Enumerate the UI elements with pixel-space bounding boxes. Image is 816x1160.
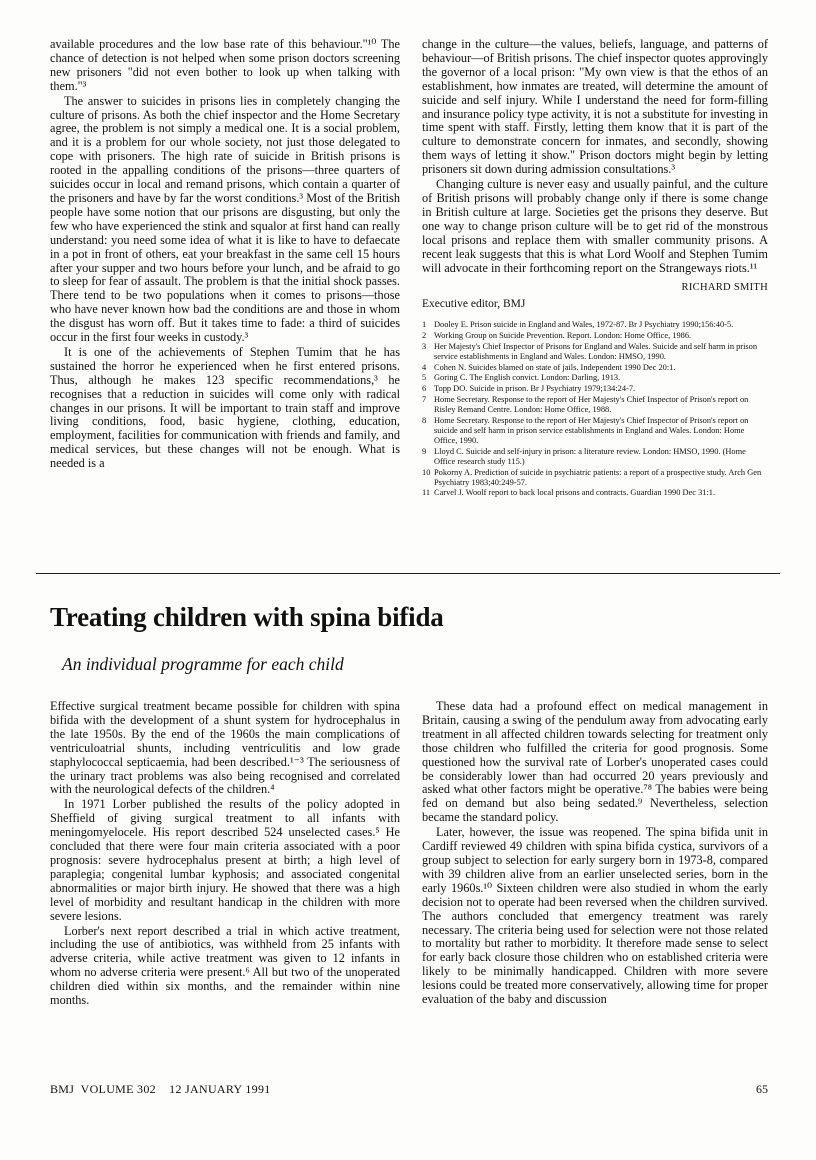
author-title: Executive editor, BMJ [422, 298, 526, 311]
paragraph: Effective surgical treatment became possible for children with spina bifida with the development of a shunt system for hydrocephalus in the late 1950s. By the end of the 1960s the main complications of ventriculoatrial shunts, including ventriculitis and low grade staphylococcal septicaemia, had been described.¹⁻³ The seriousness of the urinary tract problems was also being recognised and correlated with the neurological defects of the children.⁴ [50, 699, 400, 797]
paragraph: Lorber's next report described a trial in which active treatment, including the use of antibiotics, was withheld from 25 infants with adverse criteria, while active treatment was given to 12 infants in whom no adverse criteria were present.⁶ All but two of the unoperated children died within six months, and the remainder within nine months. [50, 923, 400, 1008]
reference-item: 8 Home Secretary. Response to the report of Her Majesty's Chief Inspector of Prison's report on suicide and self harm in prison service establishments in England and Wales. London: Home Office, 1990. [422, 415, 749, 445]
reference-item: 6 Topp DO. Suicide in prison. Br J Psychiatry 1979;134:24-7. [422, 383, 636, 393]
reference-item: 5 Goring C. The English convict. London: Darling, 1913. [422, 373, 621, 383]
bottom-right-column [422, 700, 768, 1008]
paragraph: available procedures and the low base rate of this behaviour."¹⁰ The chance of detection is not helped when some prison doctors screening new prisoners "did not even bother to look up when talking with them."³ [50, 37, 400, 93]
reference-item: 11 Carvel J. Woolf report to back local prisons and contracts. Guardian 1990 Dec 31:1. [422, 488, 716, 498]
reference-item: 4 Cohen N. Suicides blamed on state of jails. Independent 1990 Dec 20:1. [422, 362, 676, 372]
page-number: 65 [756, 1082, 768, 1096]
reference-item: 9 Lloyd C. Suicide and self-injury in prison: a literature review. London: HMSO, 1990. (Home Office research study 115.) [422, 446, 746, 466]
reference-item: 10 Pokorny A. Prediction of suicide in psychiatric patients: a report of a prospective study. Arch Gen Psychiatry 1983;40:249-57. [422, 467, 762, 487]
author-signature: RICHARD SMITH [681, 282, 768, 294]
bottom-left-column [50, 700, 400, 1009]
paragraph: Changing culture is never easy and usually painful, and the culture of British prisons will probably change only if there is some change in British culture at large. Societies get the prisons they deserve. But one way to change prison culture will be to get rid of the monstrous local prisons and replace them with smaller community prisons. A recent leak suggests that this is what Lord Woolf and Stephen Tumim will advocate in their forthcoming report on the Strangeways riots.¹¹ [422, 177, 768, 275]
paragraph: These data had a profound effect on medical management in Britain, causing a swing of the pendulum away from advocating early treatment in all affected children towards selecting for treatment only those children who fulfilled the criteria for good prognosis. Some questioned how the survival rate of Lorber's unoperated cases could be considerably lower than had occurred 20 years previously and asked what other factors might be operative.⁷⁸ The babies were being fed on demand but also being sedated.⁹ Nevertheless, selection became the standard policy. [422, 699, 768, 825]
reference-item: 1 Dooley E. Prison suicide in England and Wales, 1972-87. Br J Psychiatry 1990;156:40-5. [422, 320, 734, 330]
paragraph: change in the culture—the values, beliefs, language, and patterns of behaviour—of British prisons. The chief inspector quotes approvingly the governor of a local prison: "My own view is that the ethos of an establishment, how inmates are treated, will determine the amount of suicide and self injury. While I understand the need for form-filling and insurance policy type activity, it is not a substitute for investing in time spent with staff. Firstly, letting them know that it is part of the culture to demonstrate concern for inmates, and secondly, showing them ways of letting it show." Prison doctors might begin by letting prisoners sit down during admission consultations.³ [422, 37, 768, 177]
paragraph: The answer to suicides in prisons lies in completely changing the culture of prisons. As both the chief inspector and the Home Secretary agree, the problem is not simply a medical one. It is a social problem, and it is a problem for our whole society, not just those delegated to cope with prisoners. The high rate of suicide in British prisons is rooted in the appalling conditions of the prisons—three quarters of suicides occur in local and remand prisons, which contain a quarter of the prisoners and have by far the worst conditions.³ Most of the British people have some notion that our prisons are disgusting, but only the few who have experienced the stink and squalor at first hand can really understand: you need some idea of what it is like to have to defaecate in a pot in front of others, eat your breakfast in the same cell 15 hours after your supper and two hours before your lunch, and be afraid to go to sleep for fear of assault. The problem is that the initial shock passes. There tend to be two populations when it comes to prisons—those who have never known how bad the conditions are and those in whom the disgust has worn off. But it takes time to fade: a third of suicides occur in the first four weeks in custody.³ [50, 93, 400, 345]
journal-citation: BMJ VOLUME 302 12 JANUARY 1991 [50, 1082, 271, 1096]
section-divider [36, 573, 780, 574]
top-left-column [50, 38, 400, 472]
reference-item: 7 Home Secretary. Response to the report of Her Majesty's Chief Inspector of Prison's report on Risley Remand Centre. London: Home Office, 1988. [422, 394, 749, 414]
reference-list [422, 320, 768, 498]
article-subtitle: An individual programme for each child [62, 654, 344, 674]
reference-item: 3 Her Majesty's Chief Inspector of Prisons for England and Wales. Suicide and self harm in prison service establishments in England and Wales. London: HMSO, 1990. [422, 341, 758, 361]
top-right-column [422, 38, 768, 499]
paragraph: In 1971 Lorber published the results of the policy adopted in Sheffield of giving surgical treatment to all infants with meningomyelocele. His report described 524 unselected cases.⁵ He concluded that there were four main criteria associated with a poor prognosis: severe hydrocephalus present at birth; a high level of paraplegia; congenital lumbar kyphosis; and associated congenital abnormalities or major birth injury. He showed that there was a high level of morbidity and resultant handicap in the children with more severe lesions. [50, 797, 400, 923]
paragraph: Later, however, the issue was reopened. The spina bifida unit in Cardiff reviewed 49 children with spina bifida cystica, survivors of a group subject to selection for early surgery born in 1973-8, compared with 39 children alive from an earlier unselected series, born in the early 1960s.¹⁰ Sixteen children were also studied in whom the early decision not to operate had been reversed when the children survived. The authors concluded that emergency treatment was rarely necessary. The criteria being used for selection were not those related to mortality but rather to morbidity. It therefore made sense to select for early back closure those children who on established criteria were likely to be minimally handicapped. Children with more severe lesions could be treated more conservatively, allowing time for proper evaluation of the baby and discussion [422, 825, 768, 1007]
reference-item: 2 Working Group on Suicide Prevention. Report. London: Home Office, 1986. [422, 330, 692, 340]
paragraph: It is one of the achievements of Stephen Tumim that he has sustained the horror he experienced when he first entered prisons. Thus, although he makes 123 specific recommendations,³ he recognises that a reduction in suicides will come only with radical changes in our prisons. It will be important to train staff and improve living conditions, food, basic hygiene, clothing, education, employment, facilities for communication with friends and family, and medical services, but these changes will not be enough. What is needed is a [50, 344, 400, 471]
article-title: Treating children with spina bifida [50, 602, 444, 632]
